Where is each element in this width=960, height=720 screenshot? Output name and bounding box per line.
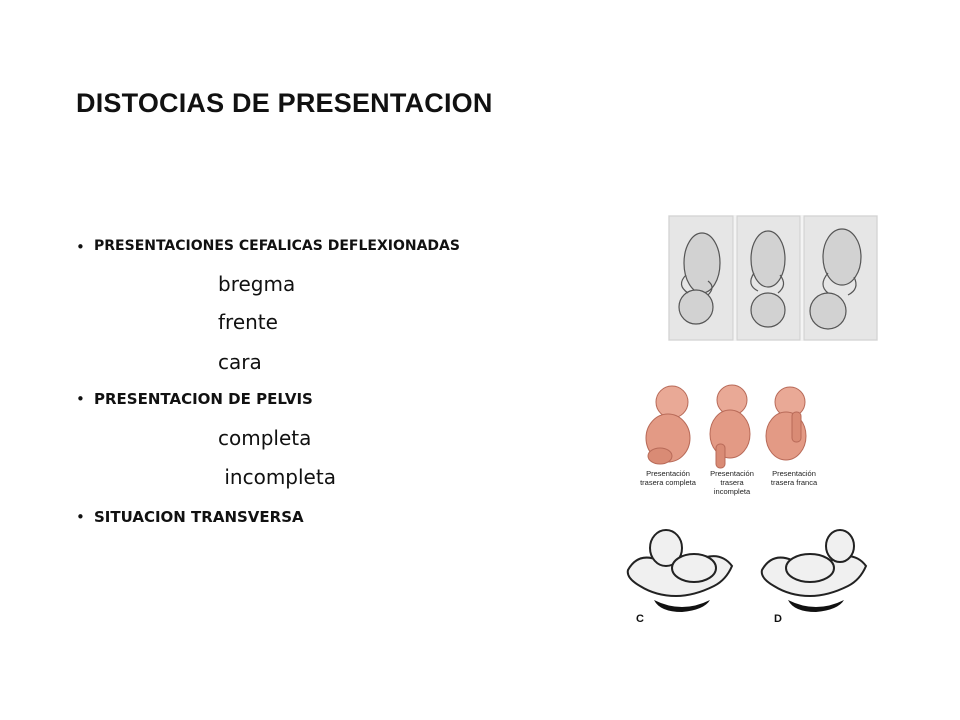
breech-caption-3: Presentación	[772, 469, 816, 478]
fetus-breech-image	[632, 372, 834, 500]
slide-title: DISTOCIAS DE PRESENTACION	[76, 88, 493, 118]
svg-text:trasera completa: trasera completa	[640, 478, 696, 487]
transverse-letter-c: C	[636, 613, 644, 625]
bullet-label: PRESENTACIONES CEFALICAS DEFLEXIONADAS	[94, 238, 460, 254]
svg-text:trasera franca: trasera franca	[770, 478, 818, 487]
fetus-transverse-image	[614, 518, 876, 628]
subitem-frente: frente	[218, 310, 278, 334]
subitem-completa: completa	[218, 426, 312, 450]
bullet-label: SITUACION TRANSVERSA	[94, 508, 304, 526]
subitem-incompleta: incompleta	[218, 465, 336, 489]
subitem-bregma: bregma	[218, 272, 296, 296]
svg-text:trasera: trasera	[720, 478, 744, 487]
transverse-letter-d: D	[774, 613, 782, 625]
fetus-transverse-pelvis-illustrations-icon	[614, 518, 876, 628]
fetus-cephalic-image	[668, 215, 878, 341]
breech-caption-1: Presentación	[646, 469, 690, 478]
fetus-breech-illustrations-icon	[632, 372, 834, 500]
fetus-cephalic-illustrations-icon	[668, 215, 878, 341]
breech-caption-2: Presentación	[710, 469, 754, 478]
subitem-cara: cara	[218, 350, 262, 374]
svg-text:incompleta: incompleta	[713, 487, 751, 496]
bullet-label: PRESENTACION DE PELVIS	[94, 390, 313, 408]
